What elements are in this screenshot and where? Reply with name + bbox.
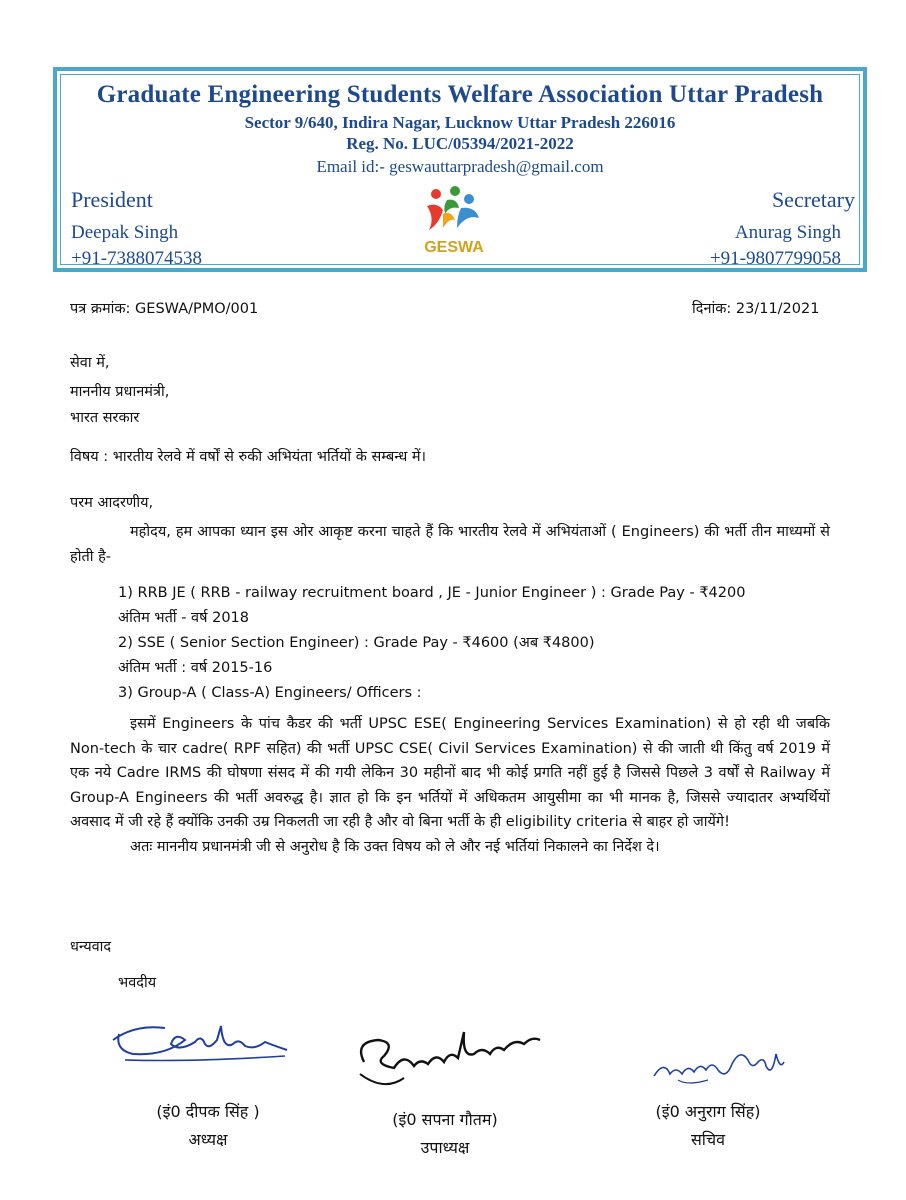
list-item: 3) Group-A ( Class-A) Engineers/ Officers : [118,685,422,701]
letter-reference: पत्र क्रमांक: GESWA/PMO/001 [70,301,259,317]
intro-paragraph: महोदय, हम आपका ध्यान इस ओर आकृष्ट करना चाहते हैं कि भारतीय रेलवे में अभियंताओं ( Engineers) की भर्ती तीन माध्यमों से होती है- [70,524,830,565]
org-name: Graduate Engineering Students Welfare Association Uttar Pradesh [96,81,824,108]
thanks: धन्यवाद [70,939,112,955]
list-item: 1) RRB JE ( RRB - railway recruitment board , JE - Junior Engineer ) : Grade Pay - ₹4200 [118,585,746,601]
to-line-2: माननीय प्रधानमंत्री, [70,384,170,400]
salutation: परम आदरणीय, [70,495,154,511]
geswa-logo-text: GESWA [424,239,484,256]
letterhead [53,67,867,272]
intro-paragraph-block [70,520,830,569]
signatory-name: (इं0 दीपक सिंह ) [156,1102,260,1121]
signatory-president [118,1098,298,1154]
president-name: Deepak Singh [71,222,179,243]
reg-number: Reg. No. LUC/05394/2021-2022 [346,134,574,153]
secretary-name: Anurag Singh [734,222,841,243]
president-role: President [71,187,153,212]
closing: भवदीय [118,975,157,991]
signatory-secretary [608,1098,808,1154]
main-paragraph-block [70,712,830,859]
org-address: Sector 9/640, Indira Nagar, Lucknow Uttar Pradesh 226016 [244,113,676,132]
signatory-title: उपाध्यक्ष [420,1138,470,1157]
secretary-phone: +91-9807799058 [709,248,841,269]
recruitment-list [118,581,745,706]
to-line-1: सेवा में, [70,355,110,371]
signature-anurag [648,1040,788,1090]
to-line-3: भारत सरकार [70,410,140,426]
geswa-logo [409,184,499,264]
request-paragraph: अतः माननीय प्रधानमंत्री जी से अनुरोध है कि उक्त विषय को ले और नई भर्तियां निकालने का निर्देश दे। [130,838,660,855]
list-item: अंतिम भर्ती - वर्ष 2018 [118,610,249,626]
org-email: Email id:- geswauttarpradesh@gmail.com [316,157,604,176]
letter-date: दिनांक: 23/11/2021 [692,301,820,317]
secretary-role: Secretary [771,187,855,212]
list-item: अंतिम भर्ती : वर्ष 2015-16 [118,660,273,676]
list-item: 2) SSE ( Senior Section Engineer) : Grade Pay - ₹4600 (अब ₹4800) [118,635,595,651]
geswa-logo-icon [409,184,499,239]
signature-gautam [344,1022,554,1102]
signatory-title: अध्यक्ष [188,1130,228,1149]
subject-line: विषय : भारतीय रेलवे में वर्षों से रुकी अभियंता भर्तियों के सम्बन्ध में। [70,449,427,465]
signatory-name: (इं0 सपना गौतम) [392,1110,498,1129]
signatory-name: (इं0 अनुराग सिंह) [655,1102,761,1121]
signature-deepak [105,1010,295,1070]
president-phone: +91-7388074538 [71,248,203,269]
main-paragraph: इसमें Engineers के पांच कैडर की भर्ती UPSC ESE( Engineering Services Examination) से हो रही थी जबकि Non-tech के चार cadre( RPF सहित) की भर्ती UPSC CSE( Civil Services Examination) से की जाती थी किंतु वर्ष 2019 में एक नये Cadre IRMS की घोषणा संसद में की गयी लेकिन 30 महीनों बाद भी कोई प्रगति नहीं हुई है जिससे पिछले 3 वर्षों से Railway में Group-A Engineers की भर्ती अवरुद्ध है। ज्ञात हो कि इन भर्तियों में अधिकतम आयुसीमा का भी मानक है, जिससे ज्यादातर अभ्यर्थियों अवसाद में जी रहे हैं क्योंकि उनकी उम्र निकलती जा रही है और वो बिना भर्ती के ही eligibility criteria से बाहर हो जायेंगे! [70,716,830,830]
signatory-vice-president [345,1106,545,1162]
signatory-title: सचिव [690,1130,726,1149]
